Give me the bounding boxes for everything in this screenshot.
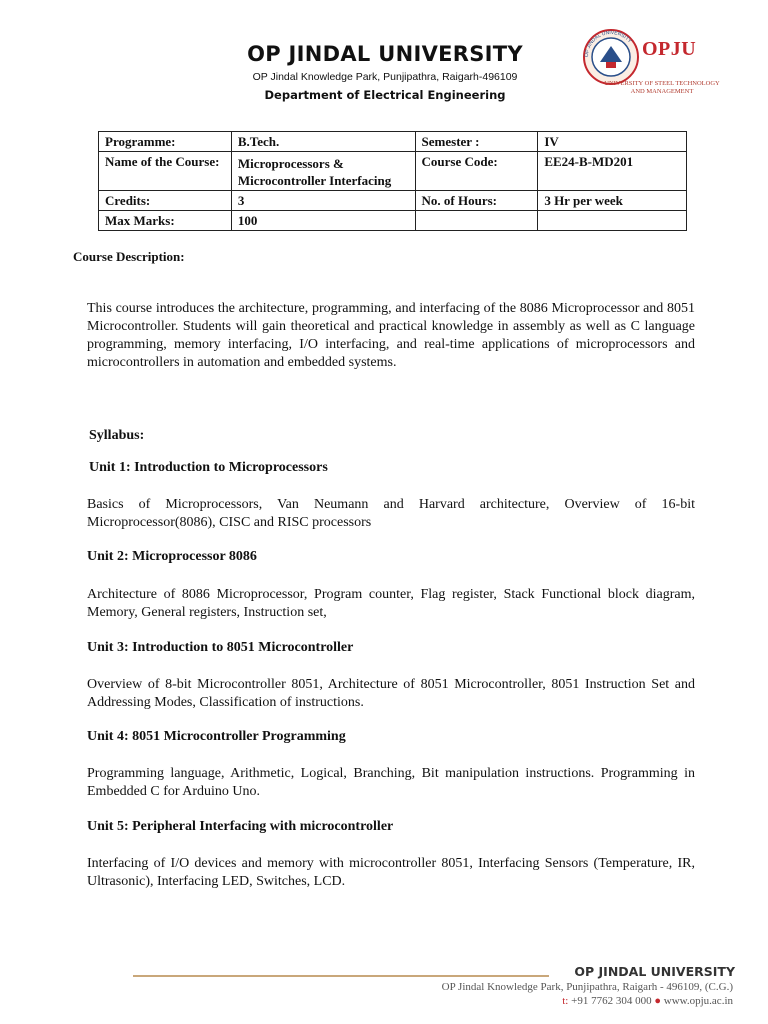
table-cell: Microprocessors & Microcontroller Interfacing	[231, 152, 415, 191]
syllabus-label: Syllabus:	[89, 428, 145, 443]
table-cell: Semester :	[415, 132, 538, 152]
table-cell: Max Marks:	[99, 211, 232, 231]
course-description-text: This course introduces the architecture, programming, and interfacing of the 8086 Microprocessor and 8051 Microcontroller. Students will gain theoretical and practical knowledge in assembly as well as C language programming, memory interfacing, I/O interfacing, and real-time applications of microprocessors and microcontrollers in automation and embedded systems.	[87, 301, 695, 370]
table-cell	[415, 211, 538, 231]
table-row	[99, 132, 687, 152]
table-cell: B.Tech.	[231, 132, 415, 152]
logo-subtitle-line-1: UNIVERSITY OF STEEL TECHNOLOGY	[604, 80, 720, 87]
table-row	[99, 191, 687, 211]
university-address: OP Jindal Knowledge Park, Punjipathra, Raigarh-496109	[252, 71, 518, 83]
footer-contact	[380, 995, 733, 1007]
table-cell: Programme:	[99, 132, 232, 152]
unit-5-title: Unit 5: Peripheral Interfacing with microcontroller	[87, 819, 394, 834]
footer-address: OP Jindal Knowledge Park, Punjipathra, Raigarh - 496109, (C.G.)	[441, 981, 733, 993]
course-description-label: Course Description:	[73, 249, 185, 264]
university-title: OP JINDAL UNIVERSITY	[247, 42, 523, 66]
unit-4-body: Programming language, Arithmetic, Logical, Branching, Bit manipulation instructions. Programming in Embedded C for Arduino Uno.	[87, 766, 695, 799]
opju-logo	[582, 28, 742, 108]
footer-divider	[133, 975, 549, 977]
unit-3-body: Overview of 8-bit Microcontroller 8051, Architecture of 8051 Microcontroller, 8051 Instruction Set and Addressing Modes, Classification of instructions.	[87, 677, 695, 710]
university-seal-icon	[582, 28, 640, 86]
table-cell: Name of the Course:	[99, 152, 232, 191]
unit-3-title: Unit 3: Introduction to 8051 Microcontroller	[87, 640, 354, 655]
table-row	[99, 211, 687, 231]
table-cell: EE24-B-MD201	[538, 152, 687, 191]
course-info-table	[98, 131, 687, 231]
logo-wordmark: OPJU	[642, 38, 697, 60]
unit-5-body: Interfacing of I/O devices and memory with microcontroller 8051, Interfacing Sensors (Temperature, IR, Ultrasonic), Interfacing LED, Switches, LCD.	[87, 856, 695, 889]
seal-ring-text: OP JINDAL UNIVERSITY	[583, 29, 633, 58]
table-row	[99, 152, 687, 191]
unit-2-body: Architecture of 8086 Microprocessor, Program counter, Flag register, Stack Functional block diagram, Memory, General registers, Instruction set,	[87, 587, 695, 620]
table-cell	[538, 211, 687, 231]
footer-university-name: OP JINDAL UNIVERSITY	[574, 964, 735, 979]
logo-subtitle	[582, 80, 742, 96]
phone-label: t:	[562, 995, 569, 1007]
table-cell: IV	[538, 132, 687, 152]
unit-1-body: Basics of Microprocessors, Van Neumann and Harvard architecture, Overview of 16-bit Microprocessor(8086), CISC and RISC processors	[87, 497, 695, 530]
footer-website-link[interactable]: www.opju.ac.in	[663, 995, 733, 1007]
logo-subtitle-line-2: AND MANAGEMENT	[630, 88, 694, 95]
table-cell: 3 Hr per week	[538, 191, 687, 211]
footer-phone: +91 7762 304 000	[571, 995, 652, 1007]
department-name: Department of Electrical Engineering	[264, 88, 506, 102]
table-cell: No. of Hours:	[415, 191, 538, 211]
unit-2-title: Unit 2: Microprocessor 8086	[87, 549, 257, 564]
unit-4-title: Unit 4: 8051 Microcontroller Programming	[87, 729, 346, 744]
table-cell: Credits:	[99, 191, 232, 211]
website-icon: ●	[654, 995, 661, 1007]
table-cell: 3	[231, 191, 415, 211]
unit-1-title: Unit 1: Introduction to Microprocessors	[89, 460, 328, 475]
table-cell: 100	[231, 211, 415, 231]
table-cell: Course Code:	[415, 152, 538, 191]
page-header	[0, 0, 768, 110]
